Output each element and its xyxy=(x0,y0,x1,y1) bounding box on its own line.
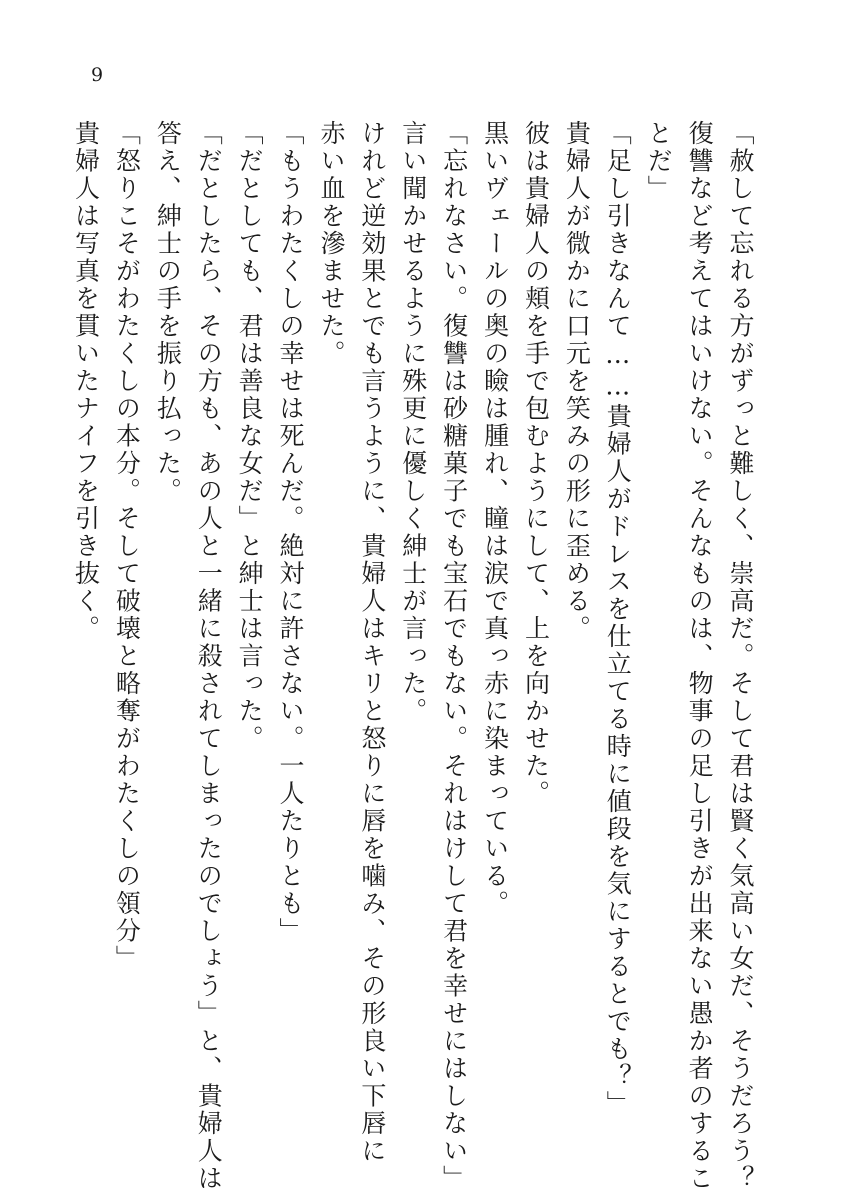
text-line: 黒いヴェールの奥の瞼は腫れ、瞳は涙で真っ赤に染まっている。 xyxy=(480,120,510,918)
page-number: 9 xyxy=(91,64,104,86)
text-line: 彼は貴婦人の頬を手で包むようにして、上を向かせた。 xyxy=(521,120,551,808)
body-text xyxy=(71,120,760,1193)
text-line: 貴婦人が微かに口元を笑みの形に歪める。 xyxy=(562,120,592,643)
text-line: 「忘れなさい。復讐は砂糖菓子でも宝石でもない。それはけして君を幸せにはしない」 xyxy=(439,120,469,1193)
text-line: 「足し引きなんて……貴婦人がドレスを仕立てる時に値段を気にするとでも？」 xyxy=(603,120,633,1118)
text-line: 「だとしても、君は善良な女だ」と紳士は言った。 xyxy=(235,120,265,753)
text-line: とだ」 xyxy=(644,120,674,203)
text-line: 赤い血を滲ませた。 xyxy=(316,120,346,368)
text-line: 「怒りこそがわたくしの本分。そして破壊と略奪がわたくしの領分」 xyxy=(112,120,142,973)
text-line: けれど逆効果とでも言うように、貴婦人はキリと怒りに唇を噛み、その形良い下唇に xyxy=(357,120,387,1165)
text-line: 言い聞かせるように殊更に優しく紳士が言った。 xyxy=(398,120,428,725)
text-line: 貴婦人は写真を貫いたナイフを引き抜く。 xyxy=(71,120,101,643)
text-line: 復讐など考えてはいけない。そんなものは、物事の足し引きが出来ない愚か者のするこ xyxy=(685,120,715,1193)
text-line: 「赦して忘れる方がずっと難しく、崇高だ。そして君は賢く気高い女だ、そうだろう？ xyxy=(726,120,755,1193)
text-line: 答え、紳士の手を振り払った。 xyxy=(153,120,183,505)
text-line: 「もうわたくしの幸せは死んだ。絶対に許さない。一人たりとも」 xyxy=(276,120,306,945)
text-line: 「だとしたら、その方も、あの人と一緒に殺されてしまったのでしょう」と、貴婦人は xyxy=(194,120,224,1193)
